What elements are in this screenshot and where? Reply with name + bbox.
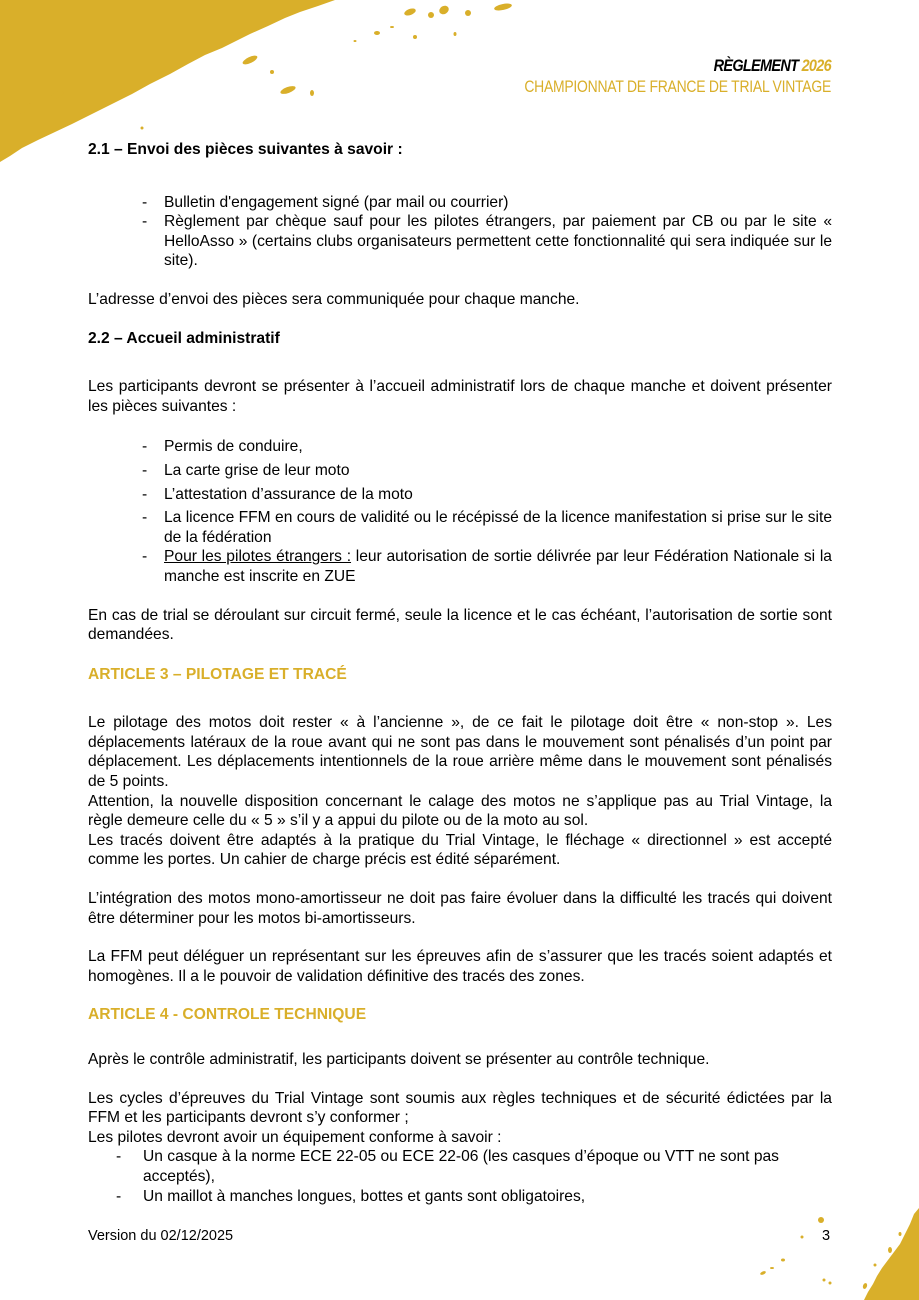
article-4-paragraph: Les cycles d’épreuves du Trial Vintage sont soumis aux règles techniques et de sécurité édictées par la FFM et les participants devront s’y conformer ; bbox=[88, 1089, 832, 1127]
article-3-paragraph: La FFM peut déléguer un représentant sur les épreuves afin de s’assurer que les tracés soient adaptés et homogènes. Il a le pouvoir de validation définitive des tracés des zones. bbox=[88, 948, 832, 985]
document-header bbox=[457, 56, 831, 98]
list-marker: - bbox=[116, 1148, 122, 1166]
section-2-1-note: L’adresse d’envoi des pièces sera communiquée pour chaque manche. bbox=[88, 290, 580, 308]
section-2-2-list bbox=[88, 437, 832, 586]
article-3-paragraph: Les tracés doivent être adaptés à la pratique du Trial Vintage, le fléchage « directionnel » est accepté comme les portes. Un cahier de charge précis est édité séparément. bbox=[88, 831, 832, 869]
section-2-2-closing: En cas de trial se déroulant sur circuit fermé, seule la licence et le cas échéant, l’autorisation de sortie sont demandées. bbox=[88, 606, 832, 644]
list-item: - Bulletin d'engagement signé (par mail ou courrier) bbox=[142, 193, 509, 211]
list-item: - Un maillot à manches longues, bottes et gants sont obligatoires, bbox=[116, 1187, 586, 1205]
list-item: - La carte grise de leur moto bbox=[142, 461, 350, 479]
list-marker: - bbox=[142, 548, 148, 566]
list-marker: - bbox=[142, 485, 148, 503]
section-2-1-list bbox=[88, 193, 832, 271]
document-body bbox=[88, 140, 832, 1206]
foreign-pilots-label: Pour les pilotes étrangers : bbox=[164, 548, 352, 566]
header-subtitle: CHAMPIONNAT DE FRANCE DE TRIAL VINTAGE bbox=[524, 77, 831, 96]
header-title-year: 2026 bbox=[801, 56, 831, 75]
list-marker: - bbox=[142, 509, 148, 527]
article-3-heading: ARTICLE 3 – PILOTAGE ET TRACÉ bbox=[88, 665, 347, 683]
footer-version: Version du 02/12/2025 bbox=[88, 1228, 234, 1244]
list-item: - Un casque à la norme ECE 22-05 ou ECE 22-06 (les casques d’époque ou VTT ne sont pas acceptés), bbox=[116, 1148, 779, 1185]
article-3-paragraph: L’intégration des motos mono-amortisseur ne doit pas faire évoluer dans la difficulté les tracés qui doivent être déterminer pour les motos bi-amortisseurs. bbox=[88, 890, 832, 927]
list-marker: - bbox=[142, 213, 148, 231]
article-3-paragraph: Le pilotage des motos doit rester « à l’ancienne », de ce fait le pilotage doit être « non-stop ». Les déplacements latéraux de la roue avant qui ne sont pas dans le mouvement sont pénalisés d’un point par déplacement. Les déplacements intentionnels de la roue arrière même dans le mouvement sont pénalisés de 5 points. bbox=[88, 714, 832, 791]
list-item: - Pour les pilotes étrangers : leur autorisation de sortie délivrée par leur Fédération Nationale si la manche est inscrite en ZUE bbox=[142, 548, 832, 585]
list-marker: - bbox=[142, 193, 148, 211]
article-4-list bbox=[88, 1147, 832, 1206]
list-item: - Règlement par chèque sauf pour les pilotes étrangers, par paiement par CB ou par le site « HelloAsso » (certains clubs organisateurs permettent cette fonctionnalité qui sera indiquée sur le site). bbox=[142, 213, 832, 270]
article-4-paragraph: Les pilotes devront avoir un équipement conforme à savoir : bbox=[88, 1128, 502, 1146]
list-marker: - bbox=[116, 1187, 122, 1205]
page-number: 3 bbox=[822, 1228, 831, 1244]
section-2-2-heading: 2.2 – Accueil administratif bbox=[88, 329, 280, 347]
list-item: - La licence FFM en cours de validité ou le récépissé de la licence manifestation si prise sur le site de la fédération bbox=[142, 509, 832, 546]
list-marker: - bbox=[142, 461, 148, 479]
list-item: - L’attestation d’assurance de la moto bbox=[142, 485, 413, 503]
section-2-1-heading: 2.1 – Envoi des pièces suivantes à savoir : bbox=[88, 141, 403, 158]
list-marker: - bbox=[142, 438, 148, 456]
header-title-word: RÈGLEMENT bbox=[713, 56, 799, 75]
list-item: - Permis de conduire, bbox=[142, 438, 303, 456]
header-title bbox=[513, 56, 831, 76]
paint-splash-bottom-decoration bbox=[740, 1200, 919, 1300]
section-2-2-intro: Les participants devront se présenter à l’accueil administratif lors de chaque manche et doivent présenter les pièces suivantes : bbox=[88, 378, 832, 415]
article-3-paragraph: Attention, la nouvelle disposition concernant le calage des motos ne s’applique pas au Trial Vintage, la règle demeure celle du « 5 » s’il y a appui du pilote ou de la moto au sol. bbox=[88, 792, 832, 830]
article-4-paragraph: Après le contrôle administratif, les participants doivent se présenter au contrôle technique. bbox=[88, 1051, 710, 1068]
article-4-heading: ARTICLE 4 - CONTROLE TECHNIQUE bbox=[88, 1006, 367, 1024]
